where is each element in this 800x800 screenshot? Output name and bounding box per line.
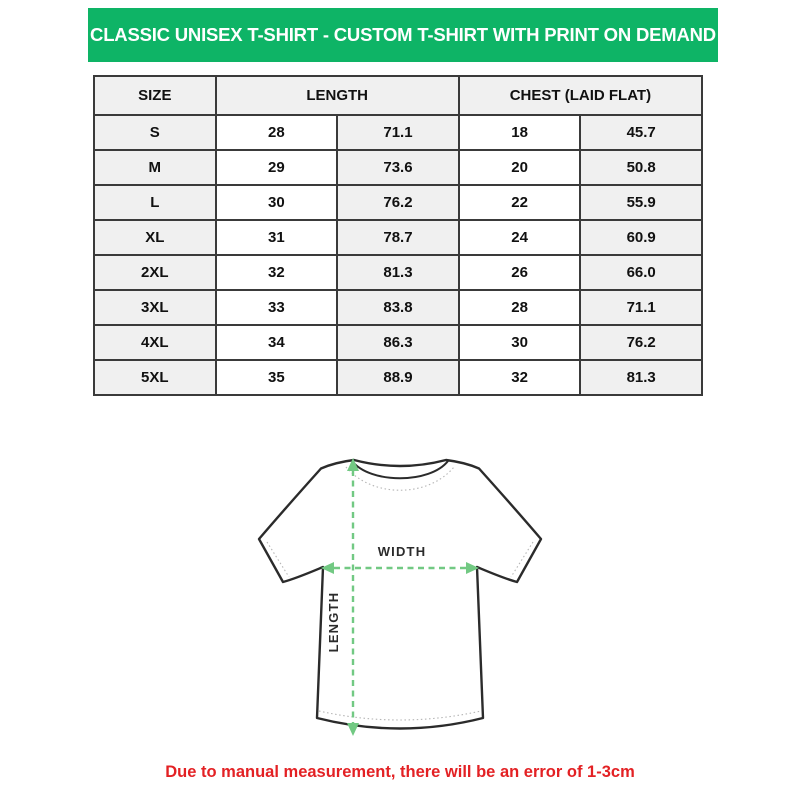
length-cm: 81.3 [337,255,459,290]
size-label: S [94,115,216,150]
chest-inches: 22 [459,185,581,220]
col-header-chest: CHEST (LAID FLAT) [459,76,702,115]
size-label: L [94,185,216,220]
tshirt-icon [250,450,550,750]
table-row [94,255,702,290]
chest-inches: 18 [459,115,581,150]
chest-cm: 45.7 [580,115,702,150]
length-cm: 73.6 [337,150,459,185]
measurement-disclaimer: Due to manual measurement, there will be an error of 1-3cm [165,763,635,781]
table-row [94,325,702,360]
tshirt-outline [259,460,541,729]
size-label: 4XL [94,325,216,360]
size-label: M [94,150,216,185]
length-cm: 86.3 [337,325,459,360]
length-inches: 35 [216,360,338,395]
length-cm: 83.8 [337,290,459,325]
size-label: 5XL [94,360,216,395]
col-header-size: SIZE [94,76,216,115]
tshirt-measurement-diagram [250,450,550,750]
chest-inches: 30 [459,325,581,360]
length-cm: 78.7 [337,220,459,255]
length-cm: 76.2 [337,185,459,220]
chest-cm: 55.9 [580,185,702,220]
table-row [94,115,702,150]
title-banner [88,8,718,62]
chest-inches: 24 [459,220,581,255]
chest-cm: 60.9 [580,220,702,255]
size-chart-table [93,75,703,396]
length-inches: 28 [216,115,338,150]
length-inches: 29 [216,150,338,185]
length-inches: 30 [216,185,338,220]
page-title: CLASSIC UNISEX T-SHIRT - CUSTOM T-SHIRT WITH PRINT ON DEMAND [90,24,716,45]
size-label: XL [94,220,216,255]
chest-inches: 20 [459,150,581,185]
col-header-length: LENGTH [216,76,459,115]
chest-cm: 71.1 [580,290,702,325]
chest-cm: 76.2 [580,325,702,360]
length-cm: 71.1 [337,115,459,150]
length-inches: 32 [216,255,338,290]
table-row [94,185,702,220]
length-cm: 88.9 [337,360,459,395]
chest-inches: 28 [459,290,581,325]
length-inches: 34 [216,325,338,360]
size-label: 3XL [94,290,216,325]
chest-cm: 66.0 [580,255,702,290]
table-row [94,220,702,255]
width-label: WIDTH [377,544,427,559]
table-row [94,290,702,325]
length-inches: 31 [216,220,338,255]
chest-cm: 81.3 [580,360,702,395]
table-row [94,150,702,185]
chest-cm: 50.8 [580,150,702,185]
size-label: 2XL [94,255,216,290]
length-inches: 33 [216,290,338,325]
table-header-row [94,76,702,115]
chest-inches: 26 [459,255,581,290]
length-label: LENGTH [326,591,341,653]
chest-inches: 32 [459,360,581,395]
table-row [94,360,702,395]
